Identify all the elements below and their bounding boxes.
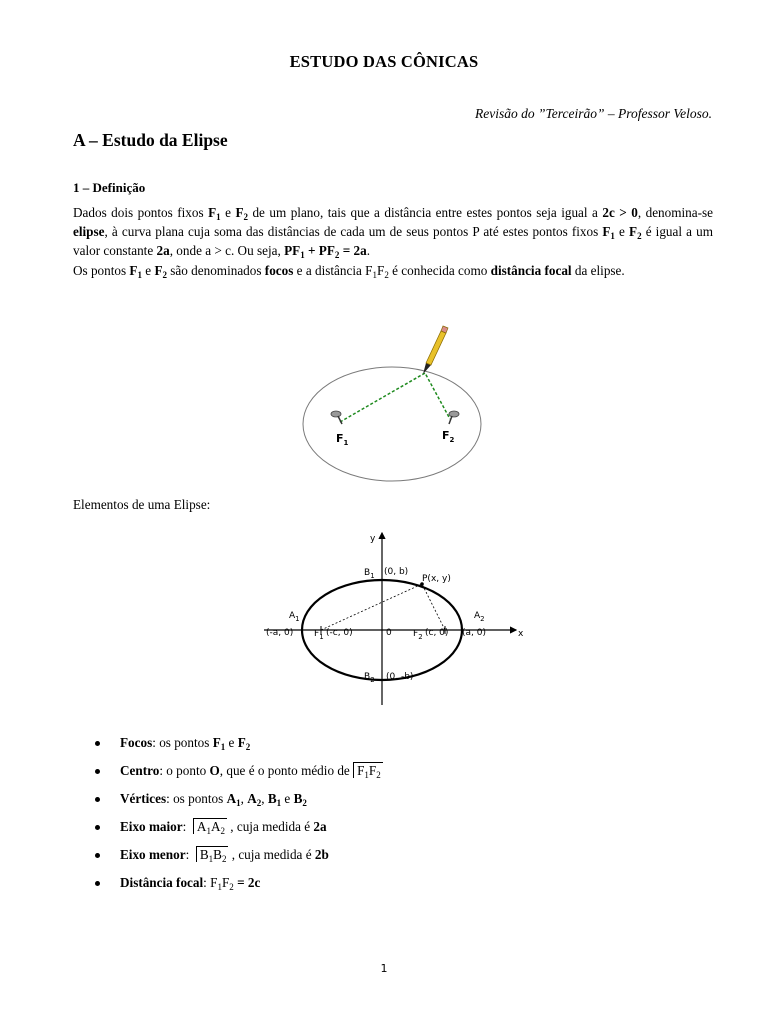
bullet-icon: [95, 853, 100, 858]
label-f2-coord: (c, 0): [425, 628, 449, 638]
document-title: ESTUDO DAS CÔNICAS: [289, 52, 479, 71]
list-item-vertices: Vértices: os pontos $A_1$, $A_2$, $B_1$ e $B_2$: [92, 788, 383, 816]
list-item-focos: Focos: os pontos $F_1$ e $F_2$: [92, 732, 383, 760]
label-b1: $B_1$: [364, 568, 375, 580]
string-line: [340, 373, 450, 422]
segment-a1a2: $A_1A_2$: [193, 818, 227, 834]
author-line: Revisão do ”Terceirão” – Professor Veloso.: [474, 106, 712, 121]
label-a1: $A_1$: [289, 611, 300, 623]
list-item-distancia-focal: Distância focal: $F_1F_2 = 2c$: [92, 872, 383, 900]
list-item-eixo-menor: Eixo menor: $B_1B_2$ , cuja medida é 2b: [92, 844, 383, 872]
origin-label: 0: [386, 628, 392, 638]
label-b2-coord: (0, -b): [386, 672, 414, 682]
focal-radii: [321, 584, 445, 630]
pencil-icon: [423, 326, 448, 374]
list-item-eixo-maior: Eixo maior: $A_1A_2$ , cuja medida é 2a: [92, 816, 383, 844]
ellipse-drawing-figure: [302, 318, 492, 488]
page-number: 1: [380, 962, 388, 975]
list-item-centro: Centro: o ponto O, que é o ponto médio de $F_1F_2$: [92, 760, 383, 788]
label-a1-coord: (-a, 0): [266, 628, 294, 638]
bullet-icon: [95, 769, 100, 774]
ellipse-curve: [303, 367, 481, 481]
elements-list: [92, 732, 383, 900]
label-f1-coord: (-c, 0): [326, 628, 353, 638]
pin-f2-icon: [449, 411, 459, 424]
segment-f1f2: $F_1F_2$: [353, 762, 383, 778]
label-f1: $F_1$: [314, 629, 324, 641]
bullet-icon: [95, 825, 100, 830]
elements-label: Elementos de uma Elipse:: [73, 497, 211, 512]
label-b1-coord: (0, b): [384, 567, 409, 577]
segment-b1b2: $B_1B_2$: [196, 846, 229, 862]
label-p: P(x, y): [422, 574, 451, 584]
label-f2: $F_2$: [413, 629, 423, 641]
axis-x-label: x: [518, 629, 524, 639]
label-a2: $A_2$: [474, 611, 485, 623]
axis-y-label: y: [370, 534, 376, 544]
subsection-heading: 1 – Definição: [73, 180, 146, 195]
section-heading: A – Estudo da Elipse: [73, 130, 228, 150]
definition-paragraph: Dados dois pontos fixos $F_1$ e $F_2$ de um plano, tais que a distância entre estes pontos seja igual a 2c > 0, denomina-se elipse, à curva plana cuja soma das distâncias de cada um de seus pontos P até estes pontos fixos $F_1$ e $F_2$ é igual a um valor constante 2a, onde a > c. Ou seja, $PF_1 + PF_2 = 2a$.: [73, 205, 713, 260]
pin-f1-icon: [331, 411, 342, 424]
bullet-icon: [95, 881, 100, 886]
label-f2: $F_2$: [442, 429, 455, 444]
label-a2-coord: (a, 0): [462, 628, 486, 638]
label-b2: $B_2$: [364, 672, 375, 684]
label-f1: $F_1$: [336, 432, 349, 447]
bullet-icon: [95, 741, 100, 746]
ellipse-elements-figure: [258, 525, 528, 705]
bullet-icon: [95, 797, 100, 802]
foci-paragraph: Os pontos $F_1$ e $F_2$ são denominados focos e a distância $F_1F_2$ é conhecida como distância focal da elipse.: [73, 263, 625, 280]
